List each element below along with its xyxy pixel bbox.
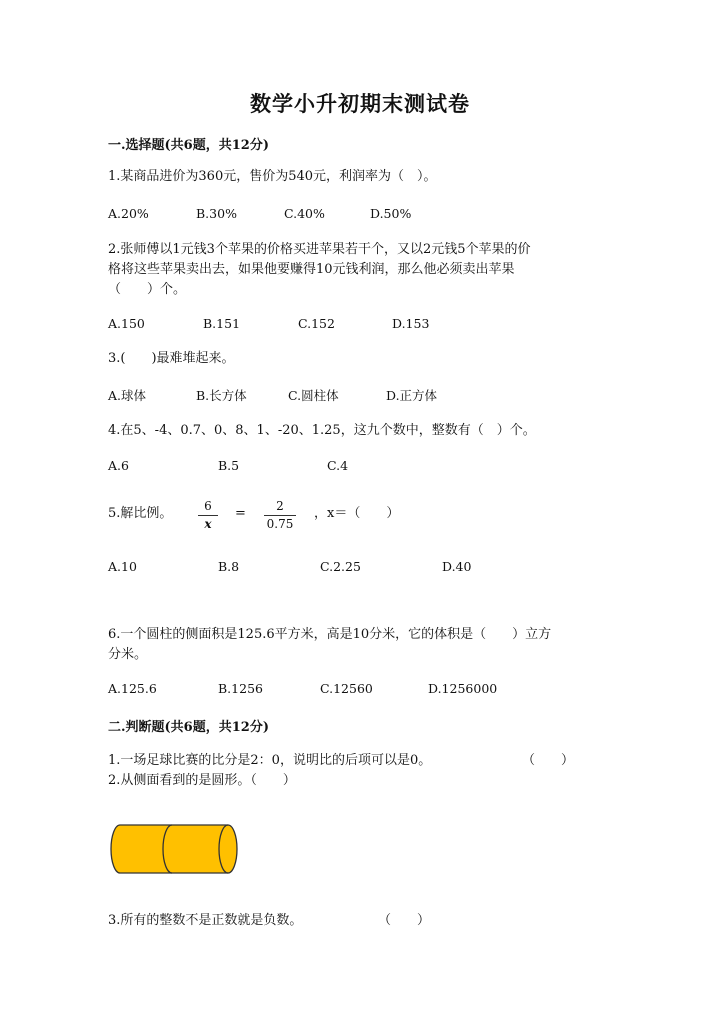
q4-option-a: A.6 [108, 458, 129, 473]
question-2-line-1: 2.张师傅以1元钱3个苹果的价格买进苹果若干个，又以2元钱5个苹果的价 [108, 242, 531, 257]
fraction-6-over-x [198, 499, 218, 532]
fraction-1-numerator: 6 [204, 499, 212, 513]
judge-3-text: 3.所有的整数不是正数就是负数。 [108, 913, 303, 928]
q1-option-a: A.20% [108, 206, 149, 221]
q3-option-c: C.圆柱体 [288, 388, 339, 403]
q5-option-d: D.40 [442, 559, 472, 574]
q5-option-a: A.10 [108, 559, 137, 574]
q3-option-d: D.正方体 [386, 388, 438, 403]
q3-option-b: B.长方体 [196, 388, 247, 403]
question-3-text: 3.( )最难堆起来。 [108, 351, 235, 366]
fraction-2-numerator: 2 [276, 499, 284, 513]
question-5-prefix: 5.解比例。 [108, 506, 173, 521]
q2-option-d: D.153 [392, 316, 430, 331]
q4-option-b: B.5 [218, 458, 240, 473]
question-2-line-2: 格将这些苹果卖出去，如果他要赚得10元钱利润，那么他必须卖出苹果 [108, 262, 515, 277]
section-heading-choice: 一.选择题(共6题，共12分) [108, 138, 269, 153]
q2-option-c: C.152 [298, 316, 335, 331]
question-5-suffix: ，x＝（ ） [314, 506, 400, 521]
q6-option-d: D.1256000 [428, 681, 498, 696]
q6-option-c: C.12560 [320, 681, 373, 696]
question-2-line-3: （ ）个。 [108, 282, 187, 297]
q6-option-a: A.125.6 [108, 681, 157, 696]
question-6-line-1: 6.一个圆柱的侧面积是125.6平方米，高是10分米，它的体积是（ ）立方 [108, 627, 552, 642]
fraction-2-over-075 [264, 499, 296, 532]
page-title: 数学小升初期末测试卷 [250, 91, 470, 116]
q5-option-b: B.8 [218, 559, 240, 574]
question-6-line-2: 分米。 [108, 647, 148, 662]
q5-option-c: C.2.25 [320, 559, 361, 574]
q1-option-d: D.50% [370, 206, 412, 221]
q6-option-b: B.1256 [218, 681, 263, 696]
fraction-2-bar [264, 515, 296, 516]
q2-option-b: B.151 [203, 316, 241, 331]
fraction-2-denominator: 0.75 [266, 517, 294, 531]
q2-option-a: A.150 [108, 316, 145, 331]
fraction-1-denominator: x [204, 517, 212, 531]
fraction-1-bar [198, 515, 218, 516]
equals-sign: = [235, 506, 246, 521]
q1-option-b: B.30% [196, 206, 237, 221]
judge-1-text: 1.一场足球比赛的比分是2：0，说明比的后项可以是0。 [108, 753, 432, 768]
q4-option-c: C.4 [327, 458, 349, 473]
cylinder-body [111, 825, 237, 873]
q3-option-a: A.球体 [108, 388, 147, 403]
cylinder-side-view-figure [110, 822, 244, 876]
judge-3-blank: （ ） [378, 913, 431, 928]
question-1-text: 1.某商品进价为360元，售价为540元，利润率为（ ）。 [108, 169, 437, 184]
q1-option-c: C.40% [284, 206, 325, 221]
judge-1-blank: （ ） [522, 753, 575, 768]
judge-2-text: 2.从侧面看到的是圆形。（ ） [108, 773, 296, 788]
section-heading-judge: 二.判断题(共6题，共12分) [108, 720, 269, 735]
question-4-text: 4.在5、-4、0.7、0、8、1、-20、1.25，这九个数中，整数有（ ）个。 [108, 423, 536, 438]
